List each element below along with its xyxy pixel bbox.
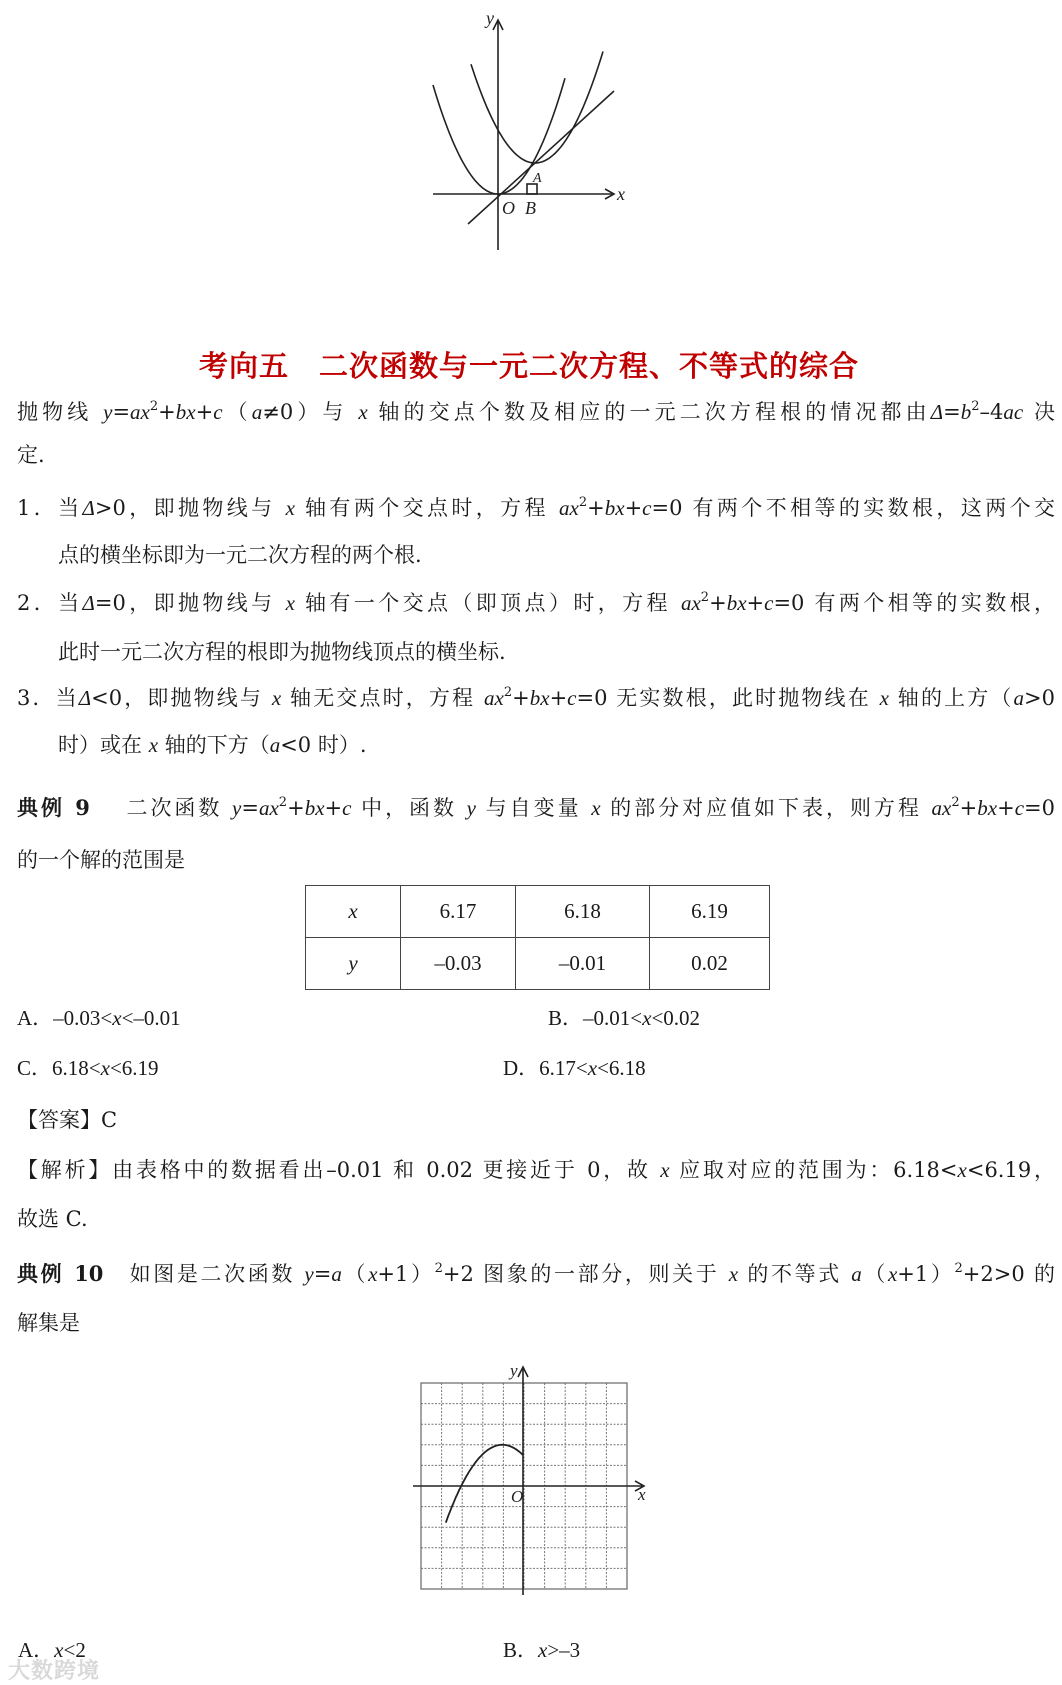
text-run: 轴有一个交点（即顶点）时，方程 — [294, 591, 681, 615]
parabola-curve — [446, 1445, 523, 1523]
math-var: b — [960, 400, 972, 424]
text-run: + — [709, 591, 727, 615]
text-run: 二次函数 — [89, 796, 233, 820]
math-var: y — [103, 400, 113, 424]
option-letter: A． — [17, 1006, 54, 1030]
option-d[interactable] — [503, 1054, 646, 1082]
table-cell: 6.18 — [516, 886, 650, 938]
text-run: 应取对应的范围为：6.18< — [669, 1158, 958, 1182]
text-run: 轴无交点时，方程 — [281, 686, 485, 710]
grid-border — [421, 1383, 627, 1589]
math-var: a — [851, 1262, 862, 1286]
text-run: 轴的下方（ — [158, 733, 270, 757]
example-9-question-line-2 — [17, 846, 185, 874]
text-run: + — [997, 796, 1015, 820]
option-b[interactable] — [548, 1004, 700, 1032]
grid-lines — [421, 1383, 627, 1589]
math-var: bx — [726, 591, 747, 615]
math-var: ax — [484, 686, 504, 710]
math-var: y — [304, 1262, 314, 1286]
text-run: + — [287, 796, 305, 820]
option-c[interactable] — [17, 1054, 159, 1082]
math-var: ax — [680, 591, 701, 615]
option-letter: C． — [17, 1056, 53, 1080]
text-run: +2>0 的 — [962, 1262, 1056, 1286]
text-run: +2 图象的一部分，则关于 — [442, 1262, 729, 1286]
rule-3-line-1 — [17, 684, 1055, 712]
example-10-question-line-1 — [17, 1260, 1055, 1288]
text-run: 轴的交点个数及相应的一元二次方程根的情况都由 — [367, 400, 931, 424]
text-run: = — [313, 1262, 332, 1286]
text-run: + — [959, 796, 978, 820]
option-text: –0.03< — [53, 1006, 113, 1030]
option-var: x — [642, 1006, 652, 1030]
rule-1-line-1 — [17, 494, 1055, 522]
parabola-1 — [433, 78, 565, 194]
text-run: +1） — [377, 1262, 435, 1286]
text-run: 点的横坐标即为一元二次方程的两个根. — [58, 543, 422, 567]
math-var: a — [1013, 686, 1025, 710]
text-run: + — [195, 400, 214, 424]
superscript: 2 — [971, 399, 980, 414]
y-label: y — [510, 1361, 518, 1380]
superscript: 2 — [951, 795, 960, 810]
math-var: Δ — [78, 686, 92, 710]
math-var: ax — [559, 496, 579, 520]
text-run: =0，即抛物线与 — [94, 591, 286, 615]
superscript: 2 — [578, 495, 588, 510]
option-letter: B． — [548, 1006, 584, 1030]
text-run: 解集是 — [17, 1311, 80, 1335]
text-run: 与自变量 — [476, 796, 592, 820]
text-run: ≠0）与 — [262, 400, 359, 424]
text-run: 3．当 — [17, 686, 79, 710]
text-run: 1．当 — [17, 496, 83, 520]
math-var: Δ — [930, 400, 944, 424]
option-text: <0.02 — [651, 1006, 701, 1030]
math-var: ax — [931, 796, 952, 820]
text-run: （ — [222, 400, 252, 424]
point-b-label: B — [525, 198, 536, 218]
option-text: >–3 — [547, 1638, 581, 1662]
math-var: Δ — [82, 591, 95, 615]
rule-3-line-2 — [58, 731, 367, 759]
math-var: x — [591, 796, 601, 820]
text-run: + — [158, 400, 176, 424]
text-run: 轴有两个交点时，方程 — [294, 496, 560, 520]
text-run: 2．当 — [17, 591, 83, 615]
x-label: x — [638, 1485, 646, 1504]
text-run: <0 时）. — [280, 733, 367, 757]
superscript: 2 — [954, 1261, 963, 1276]
text-run: =0 无实数根，此时抛物线在 — [576, 686, 880, 710]
text-run: + — [324, 796, 343, 820]
option-var: x — [538, 1638, 548, 1662]
math-var: x — [728, 1262, 739, 1286]
math-var: bx — [529, 686, 550, 710]
math-var: x — [271, 686, 282, 710]
text-run: + — [549, 686, 568, 710]
text-run: = — [112, 400, 131, 424]
text-run: =0 — [1024, 796, 1055, 820]
math-var: Δ — [82, 496, 95, 520]
math-var: x — [879, 686, 889, 710]
text-run: = — [241, 796, 259, 820]
text-run: 中，函数 — [351, 796, 467, 820]
math-var: a — [269, 733, 281, 757]
option-letter: A． — [18, 1638, 55, 1662]
text-run: =0 有两个相等的实数根， — [773, 591, 1055, 615]
math-var: x — [887, 1262, 898, 1286]
rule-2-line-1 — [17, 589, 1055, 617]
parabola-tangent-figure — [0, 0, 1062, 260]
option-letter: B． — [503, 1638, 539, 1662]
text-run: <0，即抛物线与 — [91, 686, 272, 710]
option-text: <6.18 — [597, 1056, 646, 1080]
row-header: x — [306, 886, 401, 938]
math-var: x — [285, 591, 295, 615]
answer-line — [17, 1106, 117, 1134]
math-var: y — [232, 796, 242, 820]
superscript: 2 — [503, 685, 513, 700]
math-var: x — [660, 1158, 670, 1182]
text-run: 故选 C. — [17, 1207, 88, 1231]
text-run: 的部分对应值如下表，则方程 — [600, 796, 932, 820]
example-label: 典例 9 — [17, 795, 90, 820]
analysis-line-2 — [17, 1205, 88, 1233]
text-run: （ — [341, 1262, 369, 1286]
text-run: 抛物线 — [17, 400, 104, 424]
superscript: 2 — [434, 1261, 443, 1276]
math-var: c — [764, 591, 774, 615]
math-var: c — [342, 796, 352, 820]
math-var: bx — [304, 796, 325, 820]
math-var: a — [331, 1262, 342, 1286]
text-run: –4 — [979, 400, 1004, 424]
math-var: bx — [977, 796, 998, 820]
x-label: x — [617, 184, 625, 204]
option-var: x — [100, 1056, 110, 1080]
option-a[interactable] — [17, 1004, 181, 1032]
table-cell: –0.03 — [401, 938, 516, 990]
text-run: >0，即抛物线与 — [94, 496, 286, 520]
math-var: c — [1014, 796, 1025, 820]
math-var: ac — [1003, 400, 1024, 424]
math-var: x — [957, 1158, 967, 1182]
text-run: 时）或在 — [58, 733, 149, 757]
math-var: c — [213, 400, 223, 424]
tangent-line — [468, 91, 614, 224]
example-10-question-line-2 — [17, 1309, 80, 1337]
option-letter: D． — [503, 1056, 540, 1080]
text-run: + — [624, 496, 643, 520]
math-var: y — [466, 796, 476, 820]
parabola-2 — [471, 52, 603, 164]
text-run: 定. — [17, 443, 45, 467]
superscript: 2 — [149, 399, 159, 414]
point-a-label: A — [533, 171, 542, 186]
math-var: bx — [604, 496, 625, 520]
text-run: 【答案】C — [17, 1108, 118, 1132]
text-run: =0 有两个不相等的实数根，这两个交 — [651, 496, 1055, 520]
table-row — [306, 938, 770, 990]
option-text: <–0.01 — [121, 1006, 181, 1030]
row-header: y — [306, 938, 401, 990]
option-var: x — [112, 1006, 122, 1030]
math-var: x — [368, 1262, 378, 1286]
table-row — [306, 886, 770, 938]
text-run: 此时一元二次方程的根即为抛物线顶点的横坐标. — [58, 640, 506, 664]
option-text: <2 — [63, 1638, 86, 1662]
math-var: x — [358, 400, 368, 424]
math-var: c — [642, 496, 652, 520]
x-axis-arrow — [635, 1481, 644, 1491]
text-run: 决 — [1023, 400, 1055, 424]
rule-1-line-2 — [58, 541, 422, 569]
math-var: ax — [258, 796, 279, 820]
text-run: + — [746, 591, 765, 615]
table-cell: 0.02 — [650, 938, 770, 990]
analysis-line-1 — [17, 1156, 1055, 1184]
option-text: 6.17< — [539, 1056, 588, 1080]
y-axis-arrow — [518, 1367, 528, 1377]
intro-line-2 — [17, 441, 45, 469]
text-run: 的一个解的范围是 — [17, 848, 185, 872]
example-9-question-line-1 — [17, 794, 1055, 822]
example-label: 典例 10 — [17, 1261, 104, 1286]
intro-line-1 — [17, 398, 1055, 426]
table-cell: 6.19 — [650, 886, 770, 938]
text-run: <6.19， — [966, 1158, 1055, 1182]
math-var: x — [285, 496, 295, 520]
option-text: <6.19 — [109, 1056, 159, 1080]
origin-label: O — [502, 198, 515, 218]
superscript: 2 — [278, 795, 288, 810]
text-run: + — [587, 496, 605, 520]
text-run: + — [512, 686, 530, 710]
text-run: 轴的上方（ — [888, 686, 1014, 710]
option-text: –0.01< — [583, 1006, 643, 1030]
option-b[interactable] — [503, 1636, 580, 1664]
math-var: c — [567, 686, 577, 710]
table-cell: –0.01 — [516, 938, 650, 990]
section-title: 考向五 二次函数与一元二次方程、不等式的综合 — [199, 349, 860, 383]
watermark: 大数跨境 — [8, 1659, 101, 1684]
origin-label: O — [511, 1487, 524, 1506]
option-text: 6.18< — [52, 1056, 101, 1080]
math-var: a — [251, 400, 263, 424]
text-run: （ — [861, 1262, 888, 1286]
text-run: 【解析】由表格中的数据看出–0.01 和 0.02 更接近于 0，故 — [17, 1158, 661, 1182]
math-var: x — [148, 733, 159, 757]
rule-2-line-2 — [58, 638, 506, 666]
table-cell: 6.17 — [401, 886, 516, 938]
math-var: ax — [130, 400, 150, 424]
text-run: +1） — [897, 1262, 955, 1286]
text-run: >0 — [1024, 686, 1055, 710]
text-run: = — [943, 400, 961, 424]
y-label: y — [486, 8, 494, 28]
superscript: 2 — [700, 590, 710, 605]
value-table — [305, 885, 770, 990]
text-run: 的不等式 — [738, 1262, 852, 1286]
text-run: 如图是二次函数 — [103, 1262, 305, 1286]
option-var: x — [587, 1056, 598, 1080]
option-var: x — [54, 1638, 64, 1662]
math-var: bx — [175, 400, 196, 424]
